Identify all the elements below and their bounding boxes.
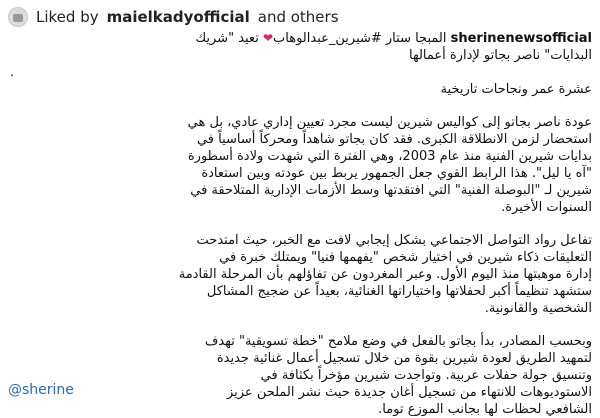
paragraph-line: وبحسب المصادر، بدأ بجاتو بالفعل في وضع ملامح "خطة تسويقية" تهدف: [204, 334, 592, 349]
liked-by-suffix[interactable]: and others: [257, 8, 339, 26]
caption-paragraph-1: [8, 114, 592, 216]
mention-link[interactable]: @sherine: [8, 382, 74, 398]
caption-heading: عشرة عمر ونجاحات تاريخية: [440, 82, 592, 97]
liked-by-row[interactable]: [8, 4, 339, 30]
paragraph-line: الشافعي لحظات لها بجانب الموزع توما.: [378, 402, 592, 417]
caption-intro-part1: تعيد "شريك: [195, 31, 259, 46]
paragraph-line: ستشهد تنظيماً أكبر لحفلاتها واختياراتها الغنائية، بعيداً عن ضجيج المشاكل: [206, 284, 592, 299]
caption-gap: [8, 317, 592, 333]
paragraph-line: بدايات شيرين الفنية منذ عام 2003، وهي الفترة التي شهدت ولادة أسطورة: [187, 149, 592, 164]
caption-gap: [8, 98, 592, 114]
caption-intro-part2: المبجا ستار #شيرين_عبدالوهاب: [273, 31, 447, 46]
red-heart-emoji-icon: ❤: [262, 31, 274, 45]
author-username-link[interactable]: sherinenewsofficial: [450, 31, 592, 46]
paragraph-line: الاستوديوهات للانتهاء من تسجيل أغان جديدة حيث نشر الملحن عزيز: [226, 385, 592, 400]
paragraph-line: "آه يا ليل". هذا الرابط القوي جعل الجمهور يربط بين عودته وبين استعادة: [201, 166, 592, 181]
liker-username-link[interactable]: maielkadyofficial: [106, 8, 250, 26]
paragraph-line: وتنسيق جولة حفلات عربية. وتواجدت شيرين مؤخراً بكثافة في: [260, 368, 592, 383]
caption-first-line: [8, 30, 592, 47]
liker-avatar[interactable]: [8, 7, 28, 27]
paragraph-line: استحضار لزمن الانطلاقة الكبرى. فقد كان بجاتو شاهداً ومحركاً أساسياً في: [196, 132, 592, 147]
paragraph-line: عودة ناصر بجاتو إلى كواليس شيرين ليست مجرد تعيين إداري عادي، بل هي: [187, 115, 592, 130]
caption-paragraph-2: [8, 232, 592, 317]
caption-paragraph-3: [8, 333, 592, 418]
paragraph-line: الشخصية والقانونية.: [484, 301, 592, 316]
caption-gap: [8, 216, 592, 232]
liked-by-prefix: Liked by: [36, 8, 99, 26]
paragraph-line: شيرين لـ "البوصلة الفنية" التي افتقدتها وسط الأزمات الإدارية المتلاحقة في: [190, 183, 592, 198]
paragraph-line: تفاعل رواد التواصل الاجتماعي بشكل إيجابي لافت مع الخبر، حيث امتدحت: [196, 233, 592, 248]
paragraph-line: التعليقات ذكاء شيرين في اختيار شخص "يفهمها فنيا" ويمتلك خبرة في: [219, 250, 592, 265]
post-caption: [8, 30, 592, 418]
paragraph-line: لتمهيد الطريق لعودة شيرين بقوة من خلال تسجيل أعمال غنائية جديدة: [216, 351, 592, 366]
caption-intro-line2: البدايات" ناصر بجاتو لإدارة أعمالها: [408, 48, 592, 63]
paragraph-line: السنوات الأخيرة.: [501, 200, 592, 215]
caption-dot: .: [10, 65, 15, 80]
paragraph-line: إدارة موهبتها منذ اليوم الأول. وعبر المغردون عن تفاؤلهم بأن المرحلة القادمة: [178, 267, 592, 282]
